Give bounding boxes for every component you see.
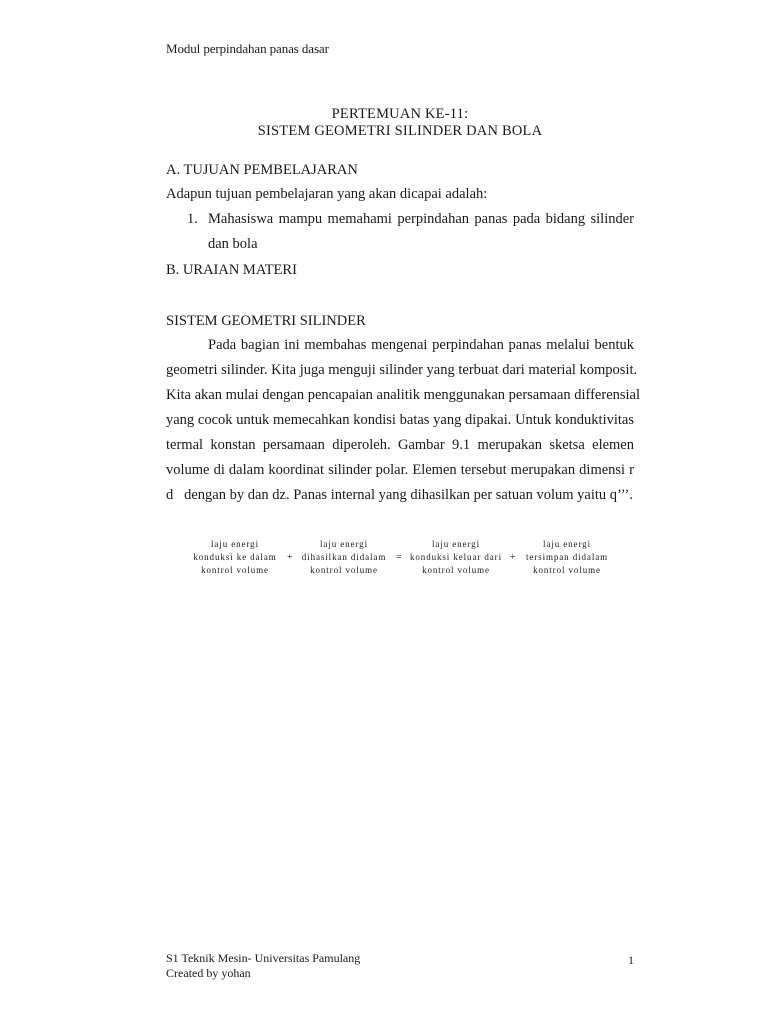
equation-term-line: kontrol volume — [201, 565, 269, 575]
plus-operator: + — [287, 552, 293, 563]
equation-term-line: laju energi — [432, 539, 480, 549]
footer-institution: S1 Teknik Mesin- Universitas Pamulang — [166, 951, 361, 965]
list-number: 1. — [187, 211, 198, 227]
paragraph-line: d dengan by dan dz. Panas internal yang dihasilkan per satuan volum yaitu q’’’. — [166, 487, 633, 503]
equation-term — [288, 538, 400, 577]
list-text: Mahasiswa mampu memahami perpindahan panas pada bidang silinder — [208, 211, 634, 227]
paragraph-line: Kita akan mulai dengan pencapaian analitik menggunakan persamaan differensial — [166, 387, 641, 403]
footer-author: Created by yohan — [166, 966, 251, 980]
section-a-intro: Adapun tujuan pembelajaran yang akan dicapai adalah: — [166, 186, 488, 202]
equation-term-line: tersimpan didalam — [525, 552, 609, 562]
equation-term-line: konduksi keluar dari — [410, 552, 502, 562]
list-text-continued: dan bola — [208, 236, 258, 252]
section-b-heading: B. URAIAN MATERI — [166, 262, 297, 278]
equation-term — [180, 538, 290, 577]
subsection-heading: SISTEM GEOMETRI SILINDER — [166, 313, 366, 329]
page-number: 1 — [628, 953, 634, 967]
paragraph-line: geometri silinder. Kita juga menguji silinder yang terbuat dari material komposit. — [166, 362, 638, 378]
equation-term-line: konduksi ke dalam — [193, 552, 277, 562]
equation-term-line: dihasilkan didalam — [301, 552, 387, 562]
page-footer — [166, 951, 360, 981]
paragraph-line: volume di dalam koordinat silinder polar. Elemen tersebut merupakan dimensi r — [166, 462, 634, 478]
section-a-heading: A. TUJUAN PEMBELAJARAN — [166, 162, 358, 178]
equation-term-line: laju energi — [543, 539, 591, 549]
equation-term-line: kontrol volume — [310, 565, 378, 575]
equation-term-line: laju energi — [211, 539, 259, 549]
equation-term — [400, 538, 512, 577]
equation-term-line: kontrol volume — [533, 565, 601, 575]
equation-term-line: kontrol volume — [422, 565, 490, 575]
paragraph-line: termal konstan persamaan diperoleh. Gambar 9.1 merupakan sketsa elemen — [166, 437, 634, 453]
paragraph-line: yang cocok untuk memecahkan kondisi batas yang dipakai. Untuk konduktivitas — [166, 412, 634, 428]
running-header: Modul perpindahan panas dasar — [166, 41, 329, 56]
page-title-topic: SISTEM GEOMETRI SILINDER DAN BOLA — [257, 123, 543, 139]
plus-operator: + — [510, 552, 516, 563]
equation-term-line: laju energi — [320, 539, 368, 549]
paragraph-line: Pada bagian ini membahas mengenai perpindahan panas melalui bentuk — [208, 337, 634, 353]
page-title-meeting: PERTEMUAN KE-11: — [331, 106, 469, 122]
equals-operator: = — [396, 552, 402, 563]
equation-term — [512, 538, 622, 577]
